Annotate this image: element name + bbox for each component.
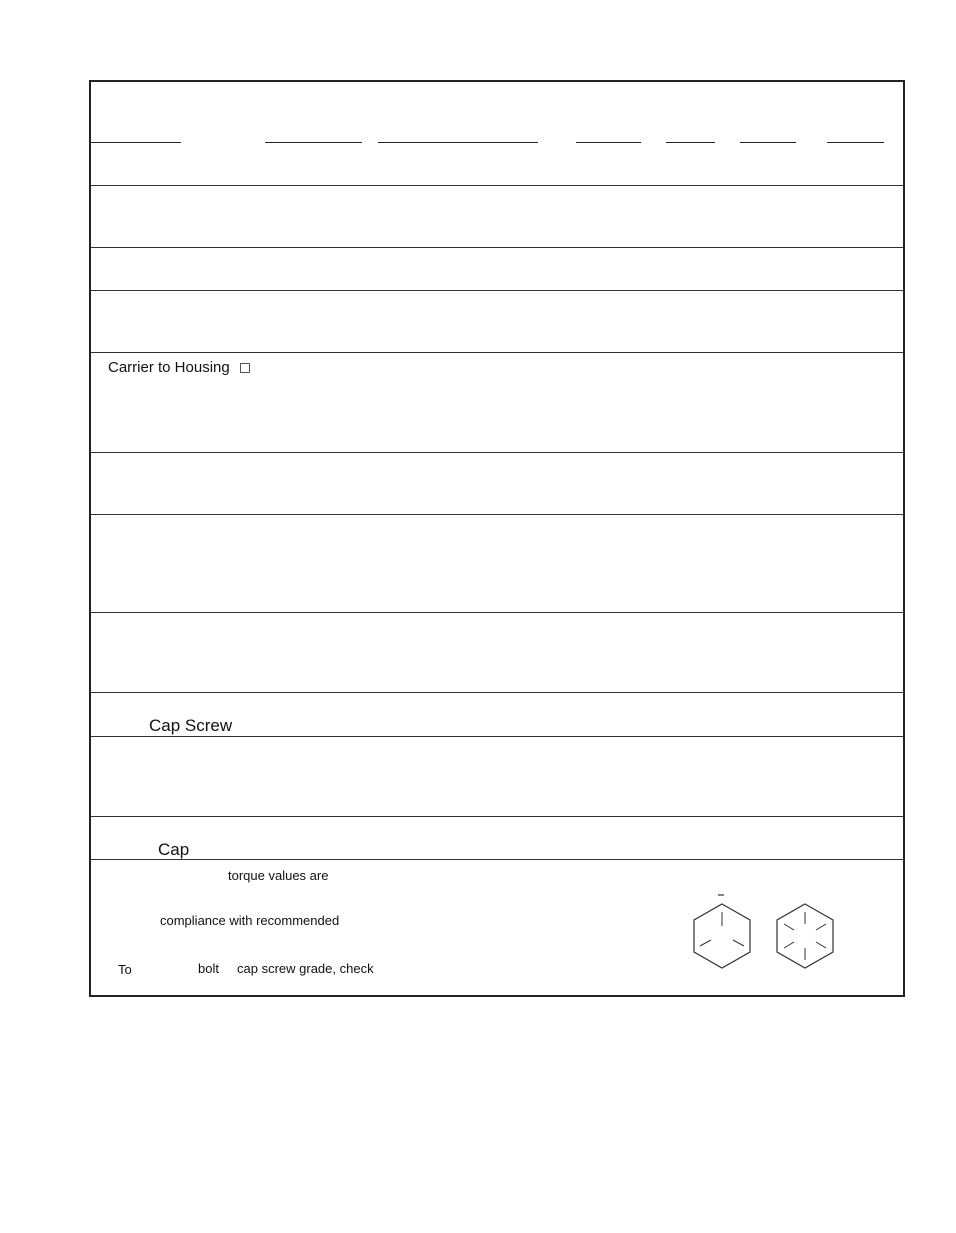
row-divider — [91, 247, 903, 248]
row-divider — [91, 514, 903, 515]
row-divider — [91, 816, 903, 817]
note-line-3c: cap screw grade, check — [237, 961, 374, 976]
checkbox-glyph-icon — [240, 363, 250, 373]
row-label-carrier-to-housing — [108, 359, 250, 376]
header-underline-5 — [666, 142, 715, 143]
note-line-1: torque values are — [228, 868, 329, 883]
header-underline-6 — [740, 142, 796, 143]
hex-bolt-three-line-icon — [691, 894, 841, 974]
row-label-cap-screw: Cap Screw — [149, 716, 233, 735]
carrier-to-housing-text: Carrier to Housing — [108, 359, 230, 376]
row-divider — [91, 452, 903, 453]
header-underline-2 — [265, 142, 362, 143]
note-line-3a: To — [118, 962, 132, 977]
row-divider — [91, 185, 903, 186]
row-divider — [91, 736, 903, 737]
row-divider — [91, 859, 903, 860]
row-divider — [91, 290, 903, 291]
note-line-3b: bolt — [198, 961, 219, 976]
header-underline-4 — [576, 142, 641, 143]
bolt-grade-icons — [691, 894, 841, 979]
header-underline-3 — [378, 142, 538, 143]
header-underline-7 — [827, 142, 884, 143]
torque-table-frame — [89, 80, 905, 997]
row-divider — [91, 352, 903, 353]
header-underline-1 — [91, 142, 181, 143]
note-line-2: compliance with recommended — [160, 913, 340, 928]
row-divider — [91, 692, 903, 693]
row-label-cap: Cap — [158, 840, 190, 859]
row-divider — [91, 612, 903, 613]
